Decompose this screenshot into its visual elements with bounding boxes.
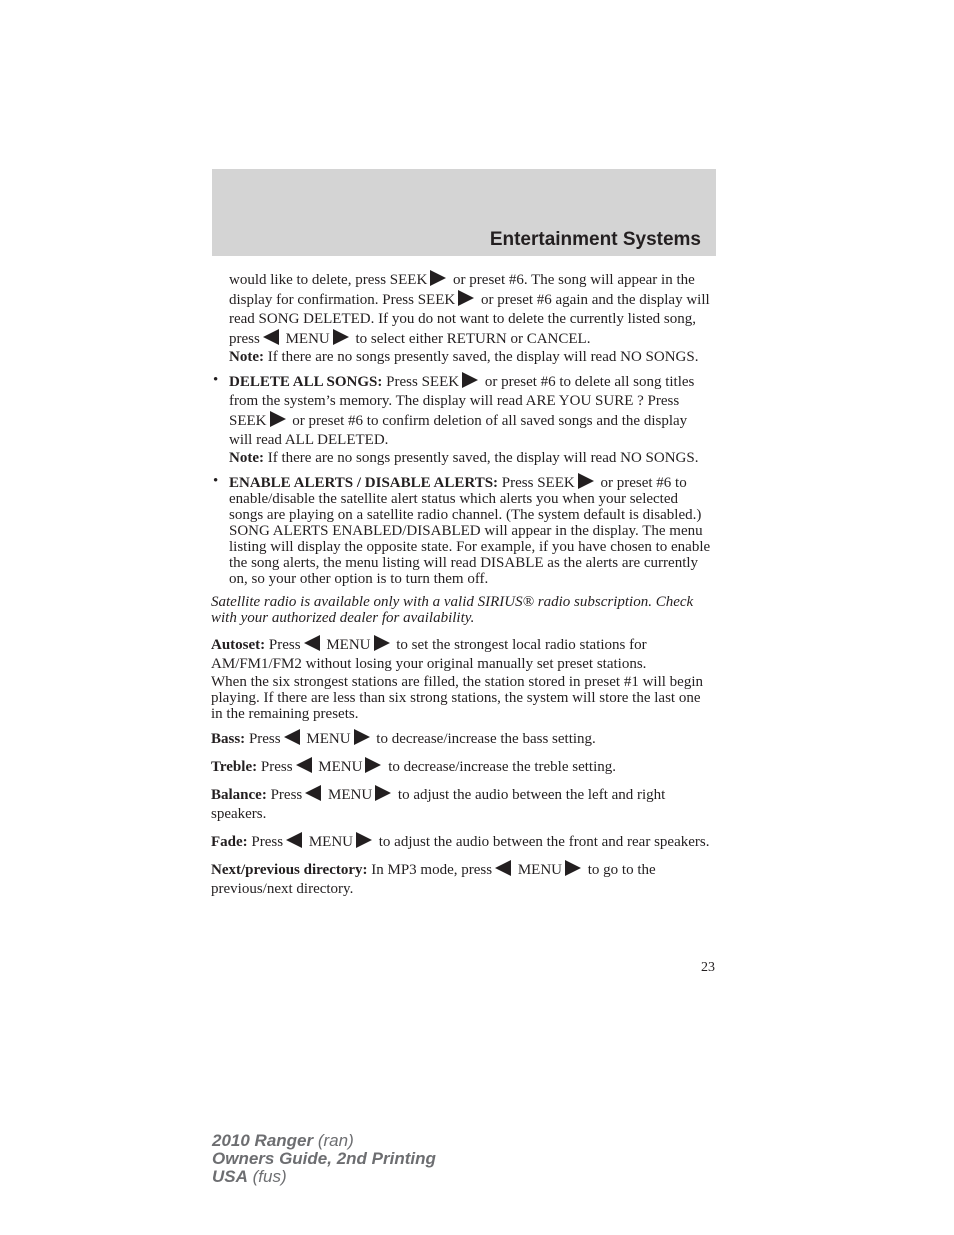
bullet-delete-all-songs <box>211 372 711 466</box>
bullet-note: Note: If there are no songs presently saved, the display will read NO SONGS. <box>229 450 699 466</box>
right-arrow-icon <box>374 635 390 651</box>
intro-paragraph: would like to delete, press SEEK or preset #6. The song will appear in the display for confirmation. Press SEEK or preset #6 again and the display will read SONG DELETED. If you do not want to delete the currently listed song, press MENU to select either RETURN or CANCEL. <box>229 272 710 347</box>
left-arrow-icon <box>284 729 300 745</box>
footer-line-3: USA (fus) <box>212 1167 287 1186</box>
autoset-paragraph: Autoset: Press MENU to set the strongest local radio stations for AM/FM1/FM2 without losing your original manually set preset stations. <box>211 637 647 672</box>
right-arrow-icon <box>333 329 349 345</box>
left-arrow-icon <box>305 785 321 801</box>
right-arrow-icon <box>565 860 581 876</box>
intro-block <box>211 270 711 365</box>
left-arrow-icon <box>495 860 511 876</box>
control-fade: Fade: Press MENU to adjust the audio between the front and rear speakers. <box>211 834 710 850</box>
right-arrow-icon <box>578 473 594 489</box>
control-balance: Balance: Press MENU to adjust the audio between the left and right speakers. <box>211 787 666 822</box>
autoset-paragraph-2: When the six strongest stations are filled, the station stored in preset #1 will begin playing. If there are less than six strong stations, the system will store the last one in the remaining presets. <box>211 674 703 722</box>
right-arrow-icon <box>354 729 370 745</box>
control-treble: Treble: Press MENU to decrease/increase the treble setting. <box>211 759 617 775</box>
right-arrow-icon <box>365 757 381 773</box>
autoset-block <box>211 635 711 722</box>
right-arrow-icon <box>462 372 478 388</box>
bullet-text: ENABLE ALERTS / DISABLE ALERTS: Press SEEK or preset #6 to enable/disable the satellite alert status which alerts you when your selected songs are playing on a satellite radio channel. (The system default is disabled.) SONG ALERTS ENABLED/DISABLED will appear in the display. The menu listing will display the opposite state. For example, if you have chosen to enable the song alerts, the menu listing will read DISABLE as the alerts are currently on, so your other option is to turn them off. <box>229 475 711 587</box>
control-bass: Bass: Press MENU to decrease/increase the bass setting. <box>211 731 596 747</box>
bullet-enable-alerts <box>211 473 711 587</box>
page-content <box>211 270 711 907</box>
right-arrow-icon <box>458 290 474 306</box>
satellite-note: Satellite radio is available only with a valid SIRIUS® radio subscription. Check with your authorized dealer for availability. <box>211 594 694 626</box>
bullet-dot: • <box>213 372 219 388</box>
left-arrow-icon <box>296 757 312 773</box>
bullet-text: DELETE ALL SONGS: Press SEEK or preset #6 to delete all song titles from the system’s memory. The display will read ARE YOU SURE ? Press SEEK or preset #6 to confirm deletion of all saved songs and the display will read ALL DELETED. <box>229 374 695 448</box>
right-arrow-icon <box>375 785 391 801</box>
footer <box>212 1132 436 1186</box>
left-arrow-icon <box>286 832 302 848</box>
footer-line-1: 2010 Ranger (ran) <box>212 1131 354 1150</box>
right-arrow-icon <box>356 832 372 848</box>
footer-line-2: Owners Guide, 2nd Printing <box>212 1149 436 1168</box>
left-arrow-icon <box>263 329 279 345</box>
right-arrow-icon <box>430 270 446 286</box>
section-title: Entertainment Systems <box>489 229 701 250</box>
bullet-dot: • <box>213 473 219 489</box>
left-arrow-icon <box>304 635 320 651</box>
control-directory: Next/previous directory: In MP3 mode, press MENU to go to the previous/next directory. <box>211 862 656 897</box>
header-band <box>212 169 716 256</box>
right-arrow-icon <box>270 411 286 427</box>
intro-note: Note: If there are no songs presently saved, the display will read NO SONGS. <box>229 349 699 365</box>
page-number: 23 <box>701 960 715 975</box>
